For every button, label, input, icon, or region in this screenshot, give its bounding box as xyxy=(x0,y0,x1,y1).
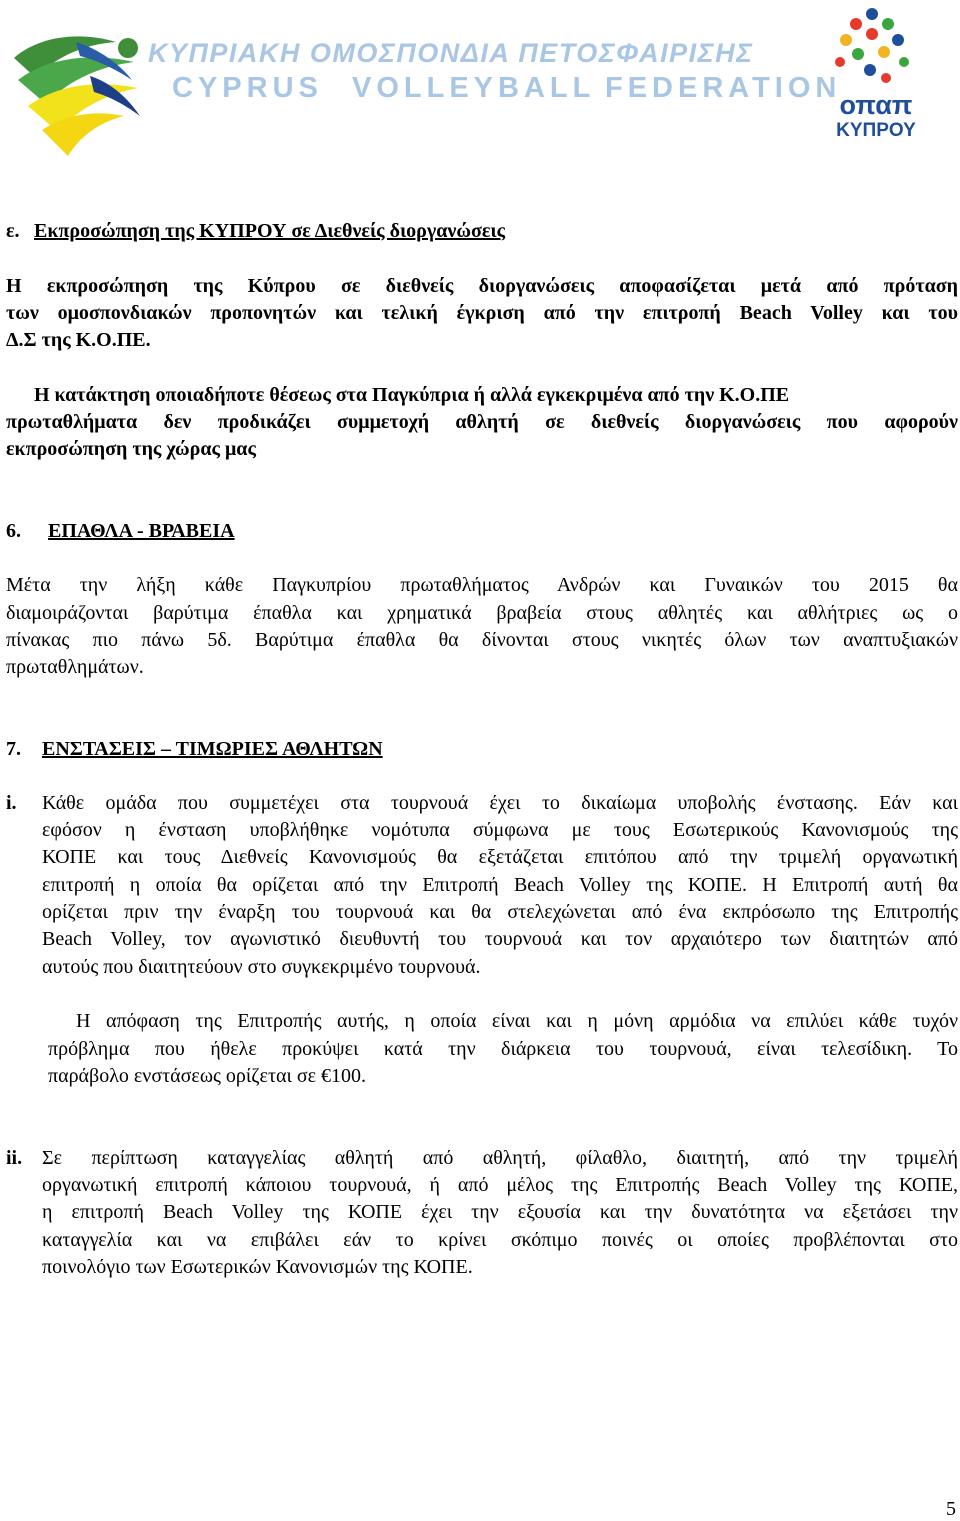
section-6-title: ΕΠΑΘΛΑ - ΒΡΑΒΕΙΑ xyxy=(48,520,235,542)
section-e-para2-line3: εκπροσώπηση της χώρας μας xyxy=(6,438,256,460)
section-e-para1-line1: Η εκπροσώπηση της Κύπρου σε διεθνείς διοργανώσεις αποφασίζεται μετά από πρόταση xyxy=(6,275,958,297)
federation-name-latin-federation: FEDERATION xyxy=(605,72,842,104)
opap-wordmark-line1: οπαπ xyxy=(839,90,913,120)
item-i-line3: ΚΟΠΕ και τους Διεθνείς Κανονισμούς θα εξετάζεται επιτόπου από την τριμελή οργανωτική xyxy=(42,846,958,868)
federation-name-greek: ΚΥΠΡΙΑΚΗ ΟΜΟΣΠΟΝΔΙΑ ΠΕΤΟΣΦΑΙΡΙΣΗΣ xyxy=(148,38,754,68)
item-i-para2-line2: πρόβλημα που ήθελε προκύψει κατά την διάρκεια του τουρνουά, είναι τελεσίδικη. Το xyxy=(48,1038,958,1060)
item-ii-marker: ii. xyxy=(6,1147,23,1169)
page-header xyxy=(0,0,960,170)
item-ii-line5: ποινολόγιο των Εσωτερικών Κανονισμών της ΚΟΠΕ. xyxy=(42,1256,473,1278)
item-i-para2-line3: παράβολο ενστάσεως ορίζεται σε €100. xyxy=(48,1065,367,1087)
item-i-para2-line1: Η απόφαση της Επιτροπής αυτής, η οποία είναι και η μόνη αρμόδια να επιλύει κάθε τυχόν xyxy=(76,1010,958,1032)
item-i-marker: i. xyxy=(6,792,17,814)
section-e-para2-line2: πρωταθλήματα δεν προδικάζει συμμετοχή αθλητή σε διεθνείς διοργανώσεις που αφορούν xyxy=(6,411,958,433)
item-ii-line4: καταγγελία και να επιβάλει εάν το κρίνει σκόπιμο ποινές οι οποίες προβλέπονται στο xyxy=(42,1229,958,1251)
item-i-line1: Κάθε ομάδα που συμμετέχει στα τουρνουά έχει το δικαίωμα υποβολής ένστασης. Εάν και xyxy=(42,792,958,814)
item-i-line5: ορίζεται πριν την έναρξη του τουρνουά και θα στελεχώνεται από ένα εκπρόσωπο της Επιτροπής xyxy=(42,901,958,923)
page-number: 5 xyxy=(946,1498,956,1520)
section-6-line2: διαμοιράζονται βαρύτιμα έπαθλα και χρηματικά βραβεία στους αθλητές και αθλήτριες ως ο xyxy=(6,602,958,624)
section-e-title: Εκπροσώπηση της ΚΥΠΡΟΥ σε Διεθνείς διοργανώσεις xyxy=(34,220,506,242)
section-7-title: ΕΝΣΤΑΣΕΙΣ – ΤΙΜΩΡΙΕΣ ΑΘΛΗΤΩΝ xyxy=(42,738,383,760)
section-7-number: 7. xyxy=(6,738,21,760)
item-i-line2: εφόσον η ένσταση υποβλήθηκε νομότυπα σύμφωνα με τους Εσωτερικούς Κανονισμούς της xyxy=(42,819,958,841)
opap-wordmark-line2: ΚΥΠΡΟΥ xyxy=(836,120,916,141)
federation-name-latin-cyprus: CYPRUS xyxy=(172,72,323,104)
section-e-para1-line2: των ομοσπονδιακών προπονητών και τελική έγκριση από την επιτροπή Beach Volley και του xyxy=(6,302,958,324)
section-e-marker: ε. xyxy=(6,220,20,242)
item-i-line7: αυτούς που διαιτητεύουν στο συγκεκριμένο τουρνουά. xyxy=(42,956,481,978)
federation-name-latin-volleyball: VOLLEYBALL xyxy=(352,72,596,104)
federation-logo xyxy=(6,18,154,163)
item-i-line6: Beach Volley, τον αγωνιστικό διευθυντή του τουρνουά και τον αρχαιότερο των διαιτητών από xyxy=(42,928,958,950)
section-e-para2-line1: Η κατάκτηση οποιαδήποτε θέσεως στα Παγκύπρια ή αλλά εγκεκριμένα από την Κ.Ο.ΠΕ xyxy=(34,384,790,406)
section-6-line4: πρωταθλημάτων. xyxy=(6,656,144,678)
section-6-line1: Μέτα την λήξη κάθε Παγκυπρίου πρωταθλήματος Ανδρών και Γυναικών του 2015 θα xyxy=(6,574,958,596)
section-6-line3: πίνακας πιο πάνω 5δ. Βαρύτιμα έπαθλα θα δίνονται στους νικητές όλων των αναπτυξιακών xyxy=(6,629,958,651)
section-6-number: 6. xyxy=(6,520,21,542)
item-ii-line3: η επιτροπή Beach Volley της ΚΟΠΕ έχει την εξουσία και την δυνατότητα να εξετάσει την xyxy=(42,1201,958,1223)
item-ii-line2: οργανωτική επιτροπή κάποιου τουρνουά, ή από μέλος της Επιτροπής Beach Volley της ΚΟΠΕ, xyxy=(42,1174,958,1196)
item-i-line4: επιτροπή η οποία θα ορίζεται από την Επιτροπή Beach Volley της ΚΟΠΕ. Η Επιτροπή αυτή θα xyxy=(42,874,958,896)
opap-wordmark xyxy=(832,92,920,140)
section-e-para1-line3: Δ.Σ της Κ.Ο.ΠΕ. xyxy=(6,329,151,351)
item-ii-line1: Σε περίπτωση καταγγελίας αθλητή από αθλητή, φίλαθλο, διαιτητή, από την τριμελή xyxy=(42,1147,958,1169)
